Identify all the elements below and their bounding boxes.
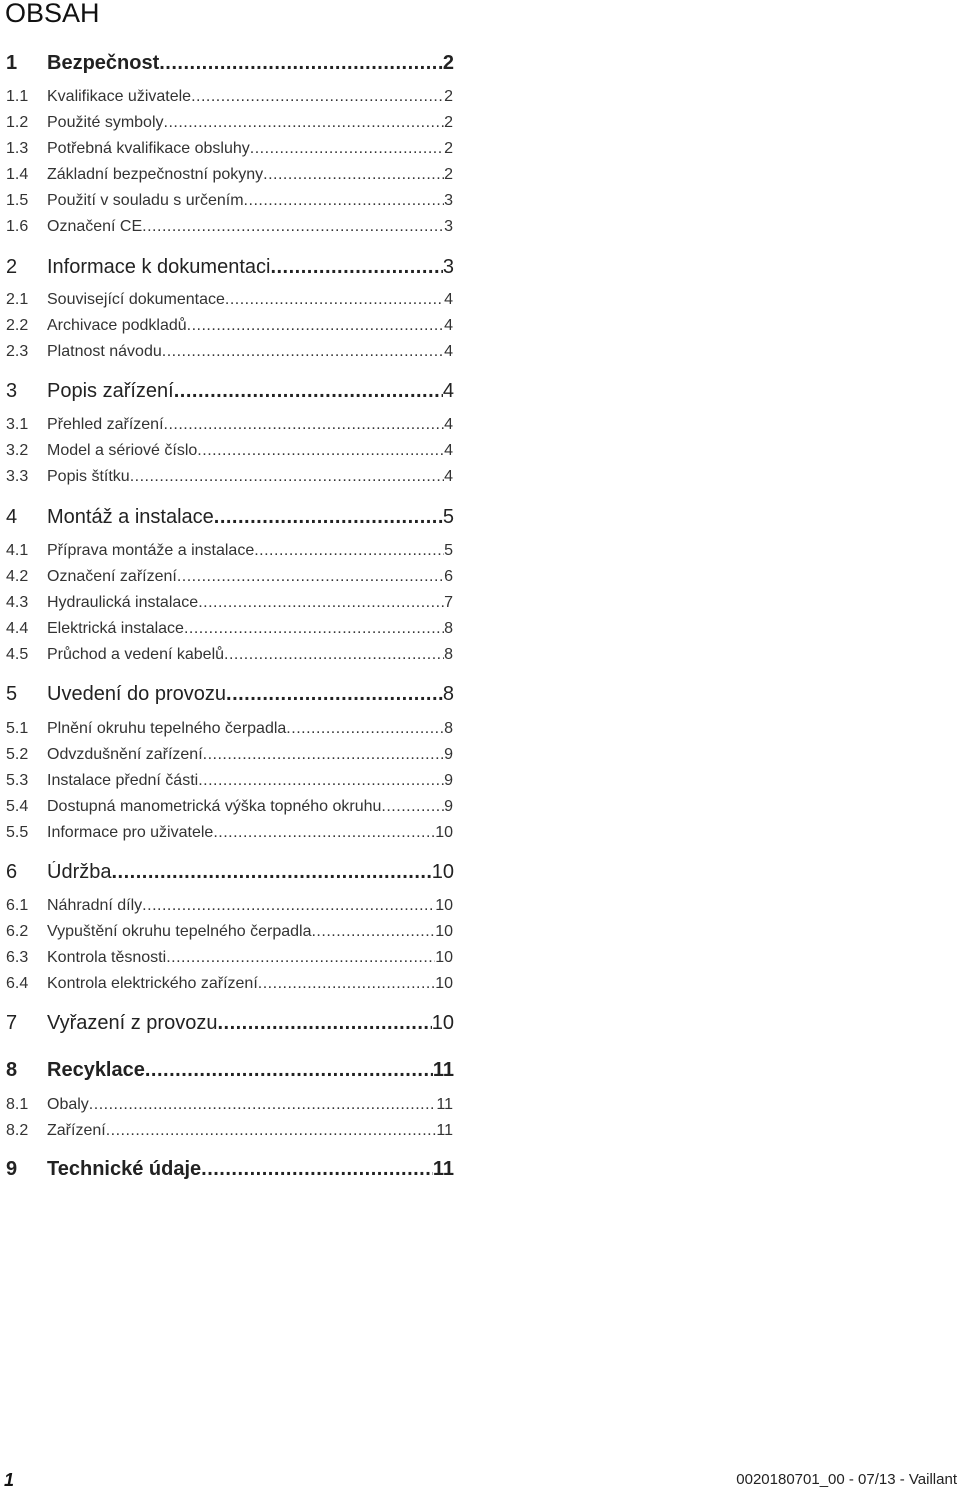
toc-entry-title: Obaly	[47, 1096, 89, 1113]
toc-entry-title: Zařízení	[47, 1122, 106, 1139]
toc-dot-leader	[177, 568, 444, 586]
toc-entry-title: Popis zařízení	[47, 380, 174, 402]
toc-entry-line	[47, 114, 453, 132]
toc-dot-leader	[286, 720, 444, 738]
toc-entry-title: Uvedení do provozu	[47, 683, 227, 705]
toc-entry-title: Použití v souladu s určením	[47, 192, 244, 209]
toc-entry-number: 4.5	[6, 646, 29, 663]
toc-entry-line	[47, 1059, 454, 1082]
toc-entry-page: 11	[432, 1158, 454, 1180]
toc-entry-number: 1.3	[6, 140, 29, 157]
toc-dot-leader	[89, 1096, 437, 1114]
toc-entry-number: 6.1	[6, 897, 29, 914]
toc-entry-number: 1.6	[6, 218, 29, 235]
toc-dot-leader	[184, 620, 444, 638]
toc-entry-title: Popis štítku	[47, 468, 130, 485]
toc-dot-leader	[142, 897, 435, 915]
toc-dot-leader	[203, 746, 444, 764]
toc-entry-number: 1	[6, 52, 18, 74]
toc-entry-line	[47, 52, 454, 75]
toc-entry-line	[47, 542, 453, 560]
toc-entry-page: 10	[435, 897, 453, 914]
toc-entry-number: 6.4	[6, 975, 29, 992]
toc-dot-leader	[187, 317, 444, 335]
toc-entry-line	[47, 720, 453, 738]
page-title: OBSAH	[5, 0, 100, 28]
toc-entry-page: 5	[442, 506, 454, 528]
toc-entry-line	[47, 923, 453, 941]
toc-entry-page: 4	[444, 291, 453, 308]
toc-entry-page: 8	[444, 720, 453, 737]
toc-entry-number: 8	[6, 1059, 18, 1081]
toc-entry-line	[47, 506, 454, 529]
toc-entry-number: 6	[6, 861, 18, 883]
toc-dot-leader	[311, 923, 435, 941]
footer-page-number: 1	[4, 1470, 15, 1490]
toc-entry-title: Údržba	[47, 861, 112, 883]
toc-entry-title: Označení CE	[47, 218, 143, 235]
toc-dot-leader	[174, 380, 443, 403]
toc-dot-leader	[254, 542, 444, 560]
toc-dot-leader	[198, 594, 444, 612]
toc-entry-line	[47, 256, 454, 279]
toc-entry-number: 3.2	[6, 442, 29, 459]
toc-entry-line	[47, 218, 453, 236]
toc-entry-number: 5.3	[6, 772, 29, 789]
toc-entry-title: Bezpečnost	[47, 52, 160, 74]
toc-entry-number: 1.2	[6, 114, 29, 131]
toc-entry-line	[47, 620, 453, 638]
toc-dot-leader	[250, 140, 444, 158]
toc-entry-number: 7	[6, 1012, 18, 1034]
toc-entry-line	[47, 1096, 453, 1114]
toc-entry-page: 2	[444, 140, 453, 157]
toc-entry-title: Vyřazení z provozu	[47, 1012, 218, 1034]
toc-entry-line	[47, 1012, 454, 1035]
toc-entry-page: 4	[444, 416, 453, 433]
toc-dot-leader	[162, 343, 444, 361]
toc-dot-leader	[164, 416, 445, 434]
toc-entry-page: 2	[444, 114, 453, 131]
toc-dot-leader	[142, 218, 444, 236]
toc-entry-number: 2.1	[6, 291, 29, 308]
toc-entry-title: Platnost návodu	[47, 343, 162, 360]
toc-entry-page: 11	[436, 1122, 453, 1139]
toc-entry-number: 5.1	[6, 720, 29, 737]
toc-entry-title: Informace pro uživatele	[47, 824, 214, 841]
toc-dot-leader	[159, 52, 443, 75]
toc-dot-leader	[270, 256, 442, 279]
toc-dot-leader	[145, 1059, 433, 1082]
toc-entry-title: Související dokumentace	[47, 291, 225, 308]
toc-entry-line	[47, 646, 453, 664]
toc-entry-title: Montáž a instalace	[47, 506, 214, 528]
toc-entry-title: Přehled zařízení	[47, 416, 164, 433]
toc-entry-page: 11	[436, 1096, 453, 1113]
toc-entry-number: 2	[6, 256, 18, 278]
footer-document-reference: 0020180701_00 - 07/13 - Vaillant	[736, 1471, 957, 1488]
toc-entry-line	[47, 291, 453, 309]
toc-entry-page: 9	[444, 746, 453, 763]
toc-entry-page: 11	[432, 1059, 454, 1081]
toc-entry-number: 4.3	[6, 594, 29, 611]
toc-entry-number: 6.3	[6, 949, 29, 966]
toc-entry-number: 3.1	[6, 416, 29, 433]
toc-dot-leader	[263, 166, 444, 184]
toc-entry-title: Hydraulická instalace	[47, 594, 199, 611]
toc-entry-page: 10	[431, 861, 454, 883]
toc-entry-page: 6	[444, 568, 453, 585]
toc-dot-leader	[225, 291, 444, 309]
toc-entry-page: 3	[444, 218, 453, 235]
toc-entry-line	[47, 1158, 454, 1181]
toc-dot-leader	[381, 798, 444, 816]
toc-dot-leader	[164, 114, 445, 132]
toc-dot-leader	[191, 88, 444, 106]
toc-dot-leader	[106, 1122, 437, 1140]
toc-dot-leader	[214, 506, 443, 529]
toc-entry-title: Základní bezpečnostní pokyny	[47, 166, 264, 183]
toc-entry-line	[47, 975, 453, 993]
toc-entry-page: 9	[444, 772, 453, 789]
toc-entry-line	[47, 1122, 453, 1140]
toc-entry-number: 5	[6, 683, 18, 705]
toc-entry-page: 5	[444, 542, 453, 559]
toc-entry-title: Použité symboly	[47, 114, 164, 131]
toc-entry-title: Potřebná kvalifikace obsluhy	[47, 140, 250, 157]
toc-entry-line	[47, 140, 453, 158]
toc-entry-page: 4	[444, 468, 453, 485]
toc-entry-line	[47, 416, 453, 434]
toc-entry-line	[47, 594, 453, 612]
toc-entry-line	[47, 861, 454, 884]
toc-entry-title: Plnění okruhu tepelného čerpadla	[47, 720, 287, 737]
toc-entry-page: 10	[435, 975, 453, 992]
toc-entry-page: 7	[444, 594, 453, 611]
toc-entry-number: 2.2	[6, 317, 29, 334]
toc-entry-line	[47, 166, 453, 184]
toc-entry-line	[47, 88, 453, 106]
toc-entry-number: 8.2	[6, 1122, 29, 1139]
toc-dot-leader	[213, 824, 435, 842]
toc-entry-title: Archivace podkladů	[47, 317, 187, 334]
toc-entry-line	[47, 949, 453, 967]
toc-entry-page: 8	[444, 646, 453, 663]
toc-entry-page: 3	[442, 256, 454, 278]
toc-entry-title: Model a sériové číslo	[47, 442, 198, 459]
toc-entry-title: Technické údaje	[47, 1158, 202, 1180]
toc-entry-number: 6.2	[6, 923, 29, 940]
toc-entry-page: 2	[444, 88, 453, 105]
toc-entry-line	[47, 798, 453, 816]
toc-entry-line	[47, 317, 453, 335]
toc-entry-number: 1.4	[6, 166, 29, 183]
toc-entry-number: 3	[6, 380, 18, 402]
toc-entry-number: 1.5	[6, 192, 29, 209]
toc-entry-title: Kontrola elektrického zařízení	[47, 975, 258, 992]
toc-entry-line	[47, 468, 453, 486]
toc-entry-line	[47, 442, 453, 460]
toc-entry-number: 3.3	[6, 468, 29, 485]
toc-entry-page: 10	[435, 824, 453, 841]
toc-entry-number: 4.2	[6, 568, 29, 585]
toc-entry-page: 3	[444, 192, 453, 209]
toc-entry-number: 2.3	[6, 343, 29, 360]
toc-entry-number: 4.4	[6, 620, 29, 637]
toc-entry-line	[47, 897, 453, 915]
toc-entry-page: 10	[431, 1012, 454, 1034]
toc-entry-title: Náhradní díly	[47, 897, 143, 914]
toc-entry-page: 10	[435, 923, 453, 940]
toc-entry-page: 8	[444, 620, 453, 637]
toc-entry-line	[47, 746, 453, 764]
toc-entry-number: 8.1	[6, 1096, 29, 1113]
toc-dot-leader	[258, 975, 435, 993]
toc-dot-leader	[201, 1158, 433, 1181]
toc-entry-title: Odvzdušnění zařízení	[47, 746, 203, 763]
toc-entry-page: 2	[444, 166, 453, 183]
toc-entry-page: 8	[442, 683, 454, 705]
toc-entry-line	[47, 772, 453, 790]
toc-dot-leader	[217, 1012, 431, 1035]
toc-entry-number: 4	[6, 506, 18, 528]
toc-entry-page: 2	[442, 52, 454, 74]
toc-entry-title: Označení zařízení	[47, 568, 177, 585]
toc-entry-number: 9	[6, 1158, 18, 1180]
toc-entry-number: 5.4	[6, 798, 29, 815]
toc-dot-leader	[197, 442, 444, 460]
toc-entry-line	[47, 380, 454, 403]
toc-entry-line	[47, 192, 453, 210]
toc-dot-leader	[198, 772, 444, 790]
toc-entry-line	[47, 824, 453, 842]
toc-entry-title: Recyklace	[47, 1059, 145, 1081]
toc-dot-leader	[226, 683, 443, 706]
toc-entry-page: 4	[442, 380, 454, 402]
toc-dot-leader	[244, 192, 445, 210]
toc-entry-title: Kvalifikace uživatele	[47, 88, 192, 105]
toc-entry-line	[47, 568, 453, 586]
toc-dot-leader	[224, 646, 444, 664]
toc-entry-line	[47, 343, 453, 361]
toc-entry-page: 9	[444, 798, 453, 815]
toc-entry-page: 4	[444, 317, 453, 334]
toc-entry-title: Příprava montáže a instalace	[47, 542, 255, 559]
toc-entry-title: Instalace přední části	[47, 772, 199, 789]
toc-entry-number: 4.1	[6, 542, 29, 559]
toc-dot-leader	[130, 468, 444, 486]
toc-entry-page: 4	[444, 442, 453, 459]
toc-entry-title: Dostupná manometrická výška topného okruhu	[47, 798, 382, 815]
toc-dot-leader	[166, 949, 435, 967]
toc-entry-page: 10	[435, 949, 453, 966]
toc-entry-title: Průchod a vedení kabelů	[47, 646, 225, 663]
toc-dot-leader	[111, 861, 431, 884]
toc-entry-number: 1.1	[6, 88, 29, 105]
toc-entry-title: Informace k dokumentaci	[47, 256, 271, 278]
toc-entry-title: Elektrická instalace	[47, 620, 184, 637]
toc-entry-title: Kontrola těsnosti	[47, 949, 167, 966]
toc-entry-number: 5.2	[6, 746, 29, 763]
toc-entry-number: 5.5	[6, 824, 29, 841]
toc-entry-line	[47, 683, 454, 706]
toc-entry-page: 4	[444, 343, 453, 360]
toc-entry-title: Vypuštění okruhu tepelného čerpadla	[47, 923, 312, 940]
